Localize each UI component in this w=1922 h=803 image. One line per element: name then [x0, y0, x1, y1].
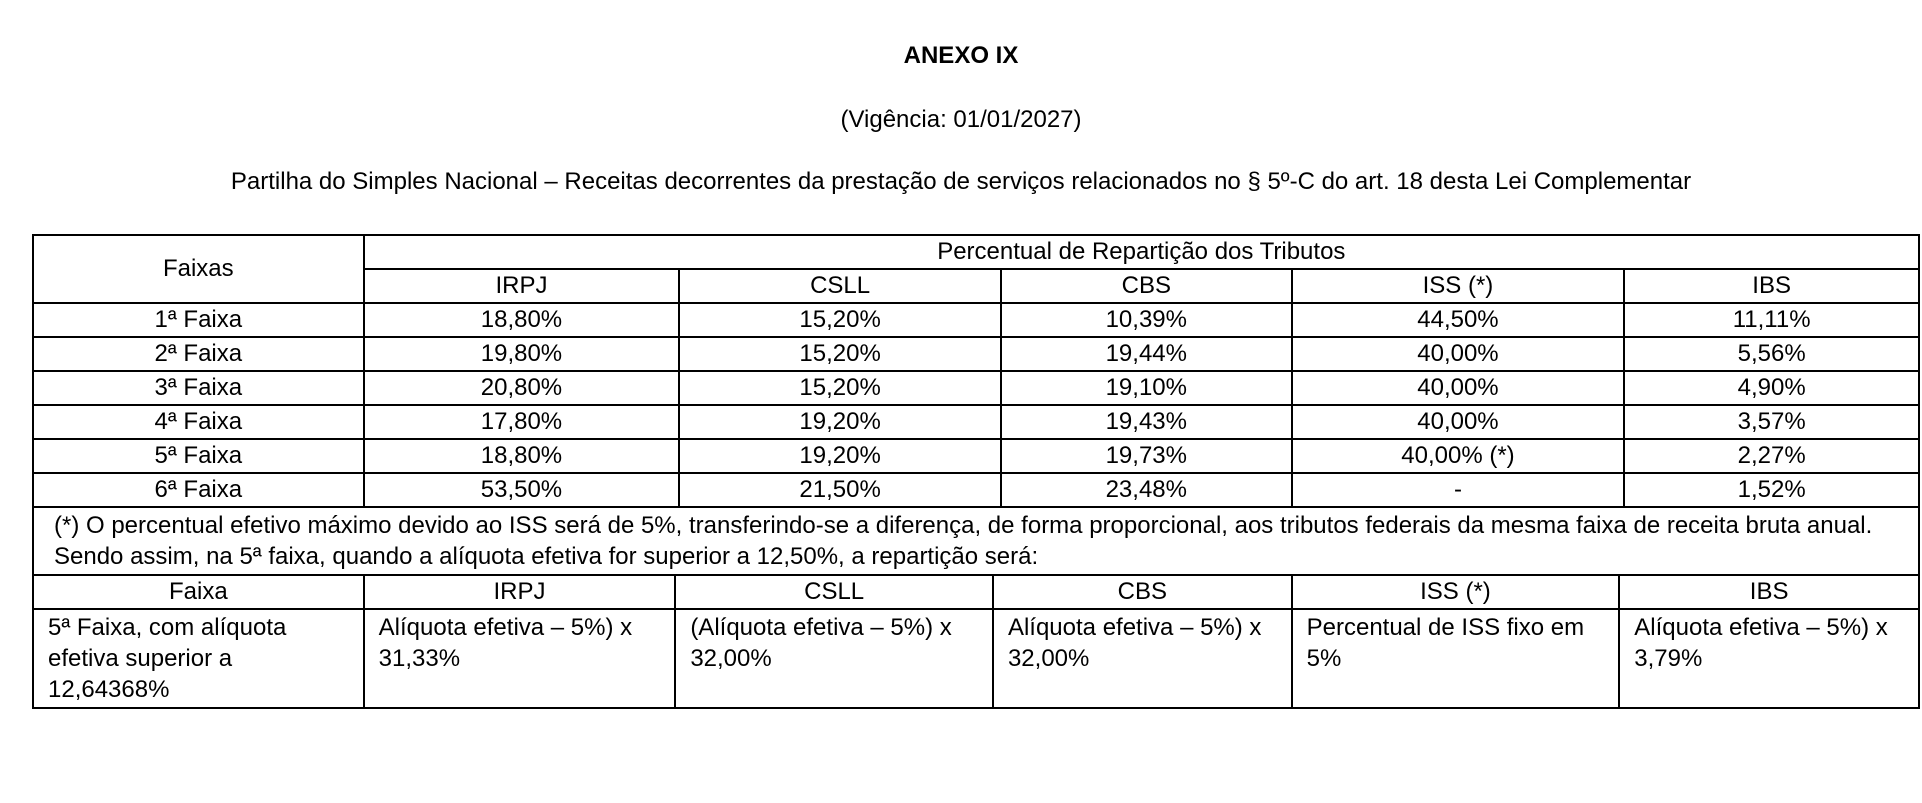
- column-header-ibs: IBS: [1619, 575, 1919, 609]
- column-header-irpj: IRPJ: [364, 269, 680, 303]
- table-row: [33, 473, 1919, 507]
- cell-ibs: 4,90%: [1624, 371, 1919, 405]
- cell-ibs: 11,11%: [1624, 303, 1919, 337]
- cell-irpj: 53,50%: [364, 473, 680, 507]
- cell-ibs: Alíquota efetiva – 5%) x 3,79%: [1619, 609, 1919, 708]
- cell-ibs: 1,52%: [1624, 473, 1919, 507]
- cell-iss: 40,00%: [1292, 405, 1625, 439]
- cell-csll: (Alíquota efetiva – 5%) x 32,00%: [675, 609, 993, 708]
- cell-irpj: 17,80%: [364, 405, 680, 439]
- cell-irpj: 18,80%: [364, 439, 680, 473]
- cell-cbs: 19,10%: [1001, 371, 1292, 405]
- column-header-iss: ISS (*): [1292, 575, 1620, 609]
- cell-csll: 21,50%: [679, 473, 1001, 507]
- table-row: [33, 337, 1919, 371]
- fifth-band-table: [32, 574, 1920, 709]
- cell-csll: 15,20%: [679, 371, 1001, 405]
- cell-csll: 15,20%: [679, 337, 1001, 371]
- cell-cbs: 19,43%: [1001, 405, 1292, 439]
- table-row: [33, 371, 1919, 405]
- column-header-faixa: Faixa: [33, 575, 364, 609]
- column-header-csll: CSLL: [679, 269, 1001, 303]
- faixa-label: 4ª Faixa: [33, 405, 364, 439]
- table-row: [33, 439, 1919, 473]
- note-row: [33, 507, 1919, 575]
- faixa-label: 5ª Faixa: [33, 439, 364, 473]
- cell-ibs: 3,57%: [1624, 405, 1919, 439]
- table-row: [33, 405, 1919, 439]
- cell-iss: 40,00%: [1292, 337, 1625, 371]
- cell-iss: -: [1292, 473, 1625, 507]
- cell-irpj: 20,80%: [364, 371, 680, 405]
- column-header-csll: CSLL: [675, 575, 993, 609]
- cell-csll: 19,20%: [679, 439, 1001, 473]
- group-header: Percentual de Repartição dos Tributos: [364, 235, 1919, 269]
- column-header-ibs: IBS: [1624, 269, 1919, 303]
- cell-irpj: Alíquota efetiva – 5%) x 31,33%: [364, 609, 676, 708]
- faixa-label: 6ª Faixa: [33, 473, 364, 507]
- table-row: [33, 609, 1919, 708]
- cell-ibs: 5,56%: [1624, 337, 1919, 371]
- faixa-label: 5ª Faixa, com alíquota efetiva superior a 12,64368%: [33, 609, 364, 708]
- faixa-label: 2ª Faixa: [33, 337, 364, 371]
- repartition-table: [32, 234, 1920, 576]
- cell-iss: Percentual de ISS fixo em 5%: [1292, 609, 1620, 708]
- document-title: ANEXO IX: [903, 42, 1019, 69]
- cell-cbs: Alíquota efetiva – 5%) x 32,00%: [993, 609, 1292, 708]
- column-header-iss: ISS (*): [1292, 269, 1625, 303]
- cell-cbs: 23,48%: [1001, 473, 1292, 507]
- table-row: [33, 303, 1919, 337]
- column-header-cbs: CBS: [993, 575, 1292, 609]
- table-header-row: [33, 575, 1919, 609]
- faixa-label: 3ª Faixa: [33, 371, 364, 405]
- column-header-cbs: CBS: [1001, 269, 1292, 303]
- cell-cbs: 19,73%: [1001, 439, 1292, 473]
- cell-irpj: 18,80%: [364, 303, 680, 337]
- table-header-row: [33, 235, 1919, 269]
- cell-iss: 40,00%: [1292, 371, 1625, 405]
- cell-irpj: 19,80%: [364, 337, 680, 371]
- cell-csll: 15,20%: [679, 303, 1001, 337]
- document-subtitle: Partilha do Simples Nacional – Receitas decorrentes da prestação de serviços relacionados no § 5º-C do art. 18 desta Lei Complementar: [230, 168, 1692, 195]
- cell-cbs: 19,44%: [1001, 337, 1292, 371]
- faixas-header: Faixas: [33, 235, 364, 303]
- cell-iss: 40,00% (*): [1292, 439, 1625, 473]
- document-vigencia: (Vigência: 01/01/2027): [840, 106, 1082, 133]
- iss-footnote: (*) O percentual efetivo máximo devido ao ISS será de 5%, transferindo-se a diferença, de forma proporcional, aos tributos federais da mesma faixa de receita bruta anual. Sendo assim, na 5ª faixa, quando a alíquota efetiva for superior a 12,50%, a repartição será:: [33, 507, 1919, 575]
- column-header-irpj: IRPJ: [364, 575, 676, 609]
- cell-ibs: 2,27%: [1624, 439, 1919, 473]
- cell-iss: 44,50%: [1292, 303, 1625, 337]
- cell-cbs: 10,39%: [1001, 303, 1292, 337]
- cell-csll: 19,20%: [679, 405, 1001, 439]
- faixa-label: 1ª Faixa: [33, 303, 364, 337]
